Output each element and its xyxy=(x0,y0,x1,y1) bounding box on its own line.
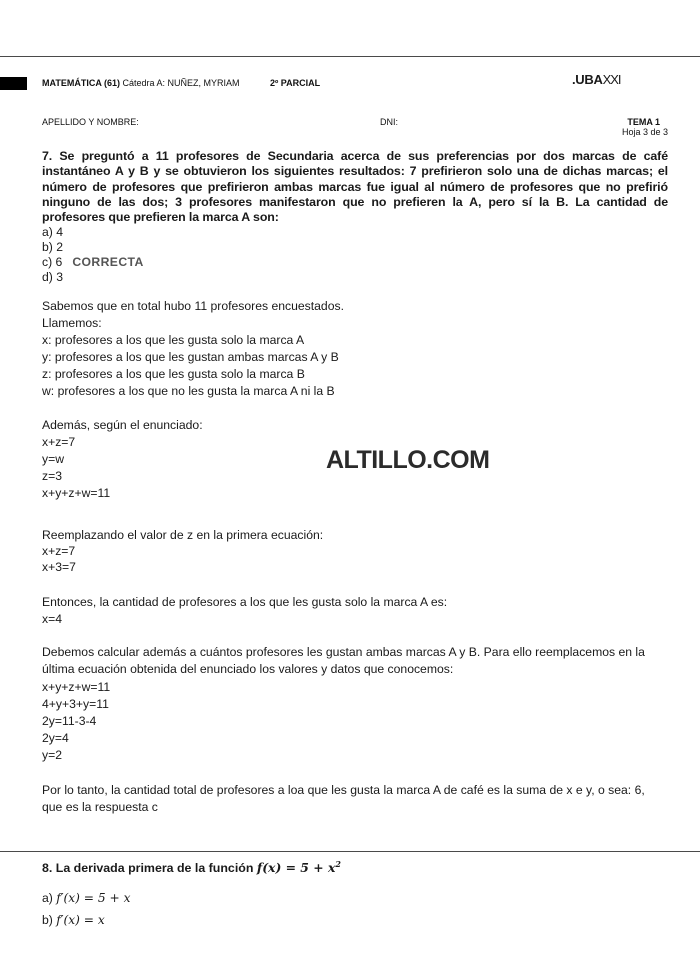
dni-label: DNI: xyxy=(380,117,398,127)
equation: 2y=4 xyxy=(42,731,69,745)
solution-ademas: Además, según el enunciado: xyxy=(42,418,203,432)
solution-conclusion: Por lo tanto, la cantidad total de profesores a loa que les gusta la marca A de café es la suma de x e y, o sea: 6, que es la respuesta c xyxy=(42,783,645,814)
header-course xyxy=(42,78,240,88)
equation: x+z=7 xyxy=(42,435,76,449)
chair-name: Cátedra A: NUÑEZ, MYRIAM xyxy=(122,78,240,88)
equation: x=4 xyxy=(42,612,62,626)
course-name: MATEMÁTICA (61) xyxy=(42,78,120,88)
section-rule xyxy=(0,851,700,852)
function-expression: $f(x) = 5 + x^2$ xyxy=(256,859,341,876)
solution-debemos: Debemos calcular además a cuántos profesores les gustan ambas marcas A y B. Para ello reemplacemos en la última ecuación obtenida del enunciado los valores y datos que conocemos: xyxy=(42,645,645,676)
question-8-title: 8. La derivada primera de la función $f(x) = 5 + x^2$ xyxy=(42,859,341,876)
header-black-bar xyxy=(0,77,27,90)
var-x: x: profesores a los que les gusta solo la marca A xyxy=(42,333,305,347)
uba-xxi-logo: .UBAXXI xyxy=(572,72,621,87)
equation: 4+y+3+y=11 xyxy=(42,697,109,711)
page-number: Hoja 3 de 3 xyxy=(621,127,668,137)
question-8-option-a: a) f′(x) = 5 + x xyxy=(42,891,131,905)
var-z: z: profesores a los que les gusta solo la marca B xyxy=(42,367,305,381)
solution-intro: Sabemos que en total hubo 11 profesores encuestados. xyxy=(42,299,344,313)
option-b: b) 2 xyxy=(42,240,64,254)
exam-label: 2º PARCIAL xyxy=(270,78,321,88)
solution-reemplazando: Reemplazando el valor de z en la primera ecuación: xyxy=(42,528,324,542)
option-c: c) 6 CORRECTA xyxy=(42,255,144,269)
option-d: d) 3 xyxy=(42,270,64,284)
top-rule xyxy=(0,56,700,57)
tema-label: TEMA 1 xyxy=(627,117,660,127)
equation: y=w xyxy=(42,452,65,466)
solution-entonces: Entonces, la cantidad de profesores a los que les gusta solo la marca A es: xyxy=(42,595,448,609)
equation: 2y=11-3-4 xyxy=(42,714,97,728)
var-y: y: profesores a los que les gustan ambas marcas A y B xyxy=(42,350,339,364)
equation: x+z=7 xyxy=(42,544,76,558)
name-label: APELLIDO Y NOMBRE: xyxy=(42,117,139,127)
question-7-title: 7. Se preguntó a 11 profesores de Secundaria acerca de sus preferencias por dos marcas de café instantáneo A y B y se obtuvieron los siguientes resultados: 7 prefirieron solo una de dichas marcas; el número de profesores que prefirieron ambas marcas fue igual al número de profesores que no prefirió ninguno de las dos; 3 profesores manifestaron que no prefieren la A, pero sí la B. La cantidad de profesores que prefieren la marca A son: xyxy=(42,149,668,225)
var-w: w: profesores a los que no les gusta la marca A ni la B xyxy=(42,384,335,398)
equation: z=3 xyxy=(42,469,62,483)
watermark: ALTILLO.COM xyxy=(326,446,490,474)
equation: x+3=7 xyxy=(42,560,76,574)
option-a: a) 4 xyxy=(42,225,64,239)
solution-llamemos: Llamemos: xyxy=(42,316,102,330)
correct-label: CORRECTA xyxy=(72,255,144,269)
equation: y=2 xyxy=(42,748,62,762)
equation: x+y+z+w=11 xyxy=(42,486,111,500)
equation: x+y+z+w=11 xyxy=(42,680,111,694)
question-8-option-b: b) f′(x) = x xyxy=(42,913,105,927)
